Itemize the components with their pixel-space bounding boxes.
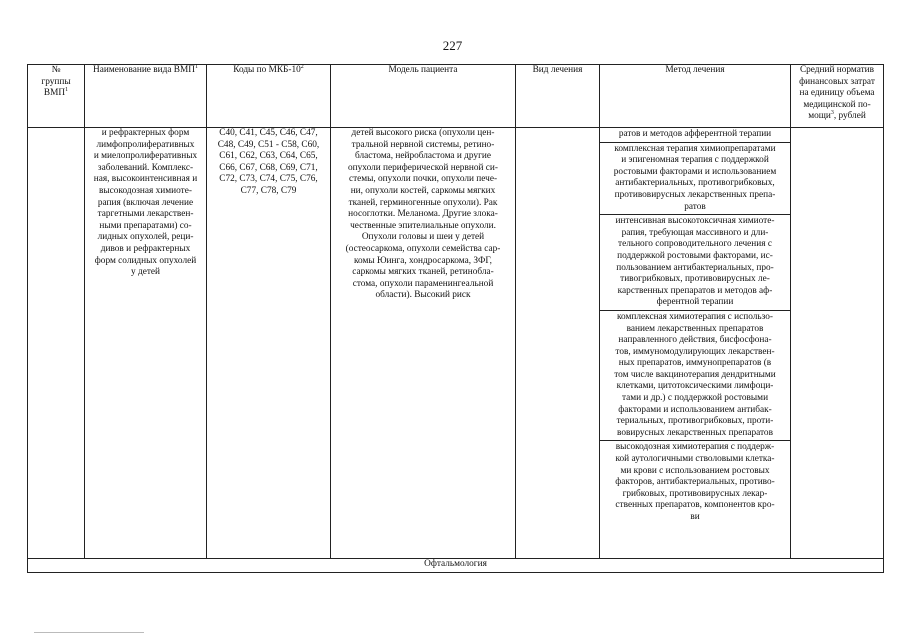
patient-model-cell: детей высокого риска (опухоли цен- тральной нервной системы, ретино- бластома, нейробластома и другие опухоли периферической нервной си- стемы, опухоли почки, опухоли пече- ни, опухоли костей, саркомы мягких тканей, герминогенные опухоли). Рак носоглотки. Меланома. Другие злока- чественные эпителиальные опухоли. Опухоли головы и шеи у детей (остеосаркома, опухоли семейства сар- комы Юинга, хондросаркома, ЗФГ, саркомы мягких тканей, ретинобла- стома, опухоли параменингеальной области). Высокий риск — [331, 128, 516, 559]
header-treatment-type: Вид лечения — [516, 65, 600, 128]
header-icd-codes: Коды по МКБ-$10^2$ — [207, 65, 331, 128]
page-edge-mark — [34, 632, 144, 636]
method-item: комплексная терапия химиопрепаратами и эпигеномная терапия с поддержкой ростовыми факторами и использованием антибактериальных, противогрибковых, противовирусных лекарственных препа- ратов — [600, 143, 790, 216]
header-vmp-name: Наименование вида ВМП$^1$ — [85, 65, 207, 128]
group-number-cell — [28, 128, 85, 559]
section-row — [28, 559, 884, 573]
header-row — [28, 65, 884, 128]
section-title: Офтальмология — [28, 559, 884, 573]
treatment-methods-cell — [600, 128, 791, 559]
method-item: высокодозная химиотерапия с поддерж- кой аутологичными стволовыми клетка- ми крови с использованием ростовых факторов, антибактериальных, противо- грибковых, противовирусных лекар- ственных препаратов, компонентов кро- ви — [615, 442, 775, 522]
method-item: комплексная химиотерапия с использо- ванием лекарственных препаратов направленного действия, бисфосфона- тов, иммуномодулирующих лекарствен- ных препаратов, иммунопрепаратов (в том числе вакцинотерапия дендритными клетками, цитотоксическими лимфоци- тами и др.) с поддержкой ростовыми факторами и использованием антибак- териальных, противогрибковых, проти- вовирусных лекарственных препаратов — [600, 311, 790, 442]
treatment-type-cell — [516, 128, 600, 559]
header-patient-model: Модель пациента — [331, 65, 516, 128]
page-number: 227 — [442, 38, 463, 53]
icd-codes-cell: C40, C41, C45, C46, C47, C48, C49, C51 - C58, C60, C61, C62, C63, C64, C65, C66, C67, C68, C69, C71, C72, C73, C74, C75, C76, C77, C78, C79 — [207, 128, 331, 559]
table-row — [28, 128, 884, 559]
header-cost-norm: Средний норматив финансовых затрат на единицу объема медицинской по- мощи$^3$, рублей — [791, 65, 884, 128]
vmp-table — [27, 64, 884, 573]
method-item: интенсивная высокотоксичная химиоте- рапия, требующая массивного и дли- тельного сопроводительного лечения с поддержкой ростовыми факторами, ис- пользованием антибактериальных, про- тивогрибковых, противовирусных ле- карственных препаратов и методов аф- ферентной терапии — [600, 215, 790, 311]
cost-norm-cell — [791, 128, 884, 559]
header-treatment-method: Метод лечения — [600, 65, 791, 128]
header-group-number: № группы ВМП$^1$ — [28, 65, 85, 128]
method-item: ратов и методов афферентной терапии — [600, 128, 790, 143]
vmp-name-cell: и рефрактерных форм лимфопролиферативных и миелопролиферативных заболеваний. Комплекс- ная, высокоинтенсивная и высокодозная химиоте- рапия (включая лечение таргетными лекарствен- ными препаратами) со- лидных опухолей, реци- дивов и рефрактерных форм солидных опухолей у детей — [85, 128, 207, 559]
